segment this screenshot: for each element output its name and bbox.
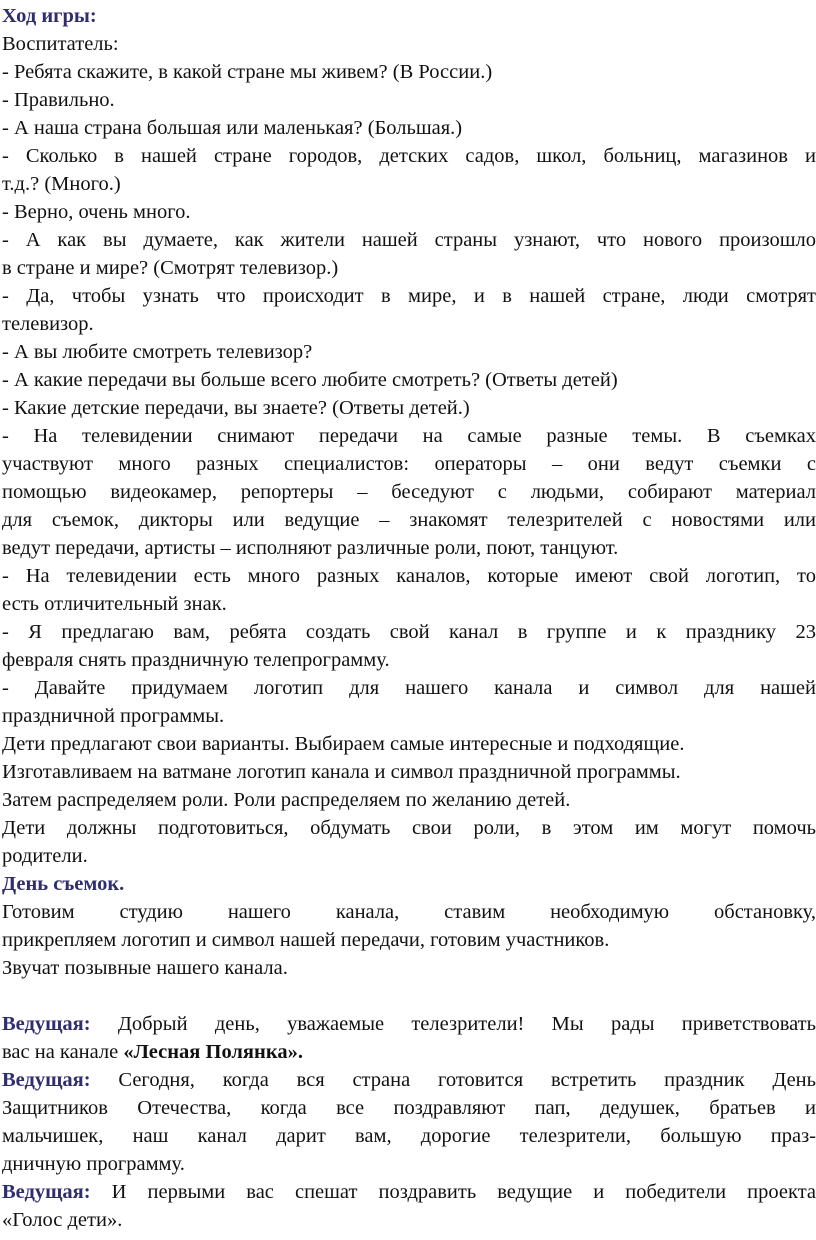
text-line: - Какие детские передачи, вы знаете? (Ответы детей.) [2, 397, 470, 419]
speech-text: Добрый день, уважаемые телезрители! Мы рады приветствовать [90, 1013, 816, 1035]
speech-line [2, 1066, 816, 1094]
speech-line: «Голос дети». [2, 1209, 123, 1231]
blank-line [2, 982, 816, 1010]
text-line: праздничной программы. [2, 705, 225, 727]
speech-line: Защитников Отечества, когда все поздравляют пап, дедушек, братьев и [2, 1097, 816, 1119]
speech-text: Сегодня, когда вся страна готовится встретить праздник День [90, 1069, 816, 1091]
text-line: родители. [2, 845, 88, 867]
text-line: помощью видеокамер, репортеры – беседуют с людьми, собирают материал [2, 481, 816, 503]
section-title-filming-day: День съемок. [2, 873, 125, 895]
speaker-label: Ведущая: [2, 1013, 91, 1035]
text-line: - Я предлагаю вам, ребята создать свой канал в группе и к празднику 23 [2, 621, 816, 643]
speech-line [2, 1038, 816, 1066]
text-line: Звучат позывные нашего канала. [2, 957, 288, 979]
text-line: - Давайте придумаем логотип для нашего канала и символ для нашей [2, 677, 816, 699]
text-line: Дети предлагают свои варианты. Выбираем самые интересные и подходящие. [2, 733, 685, 755]
text-line: - А как вы думаете, как жители нашей страны узнают, что нового произошло [2, 229, 816, 251]
speech-line: мальчишек, наш канал дарит вам, дорогие телезрители, большую праз- [2, 1125, 816, 1147]
text-line: Изготавливаем на ватмане логотип канала и символ праздничной программы. [2, 761, 681, 783]
speech-line [2, 1010, 816, 1038]
text-line: - Ребята скажите, в какой стране мы живем? (В России.) [2, 61, 493, 83]
text-line: прикрепляем логотип и символ нашей передачи, готовим участников. [2, 929, 610, 951]
text-line: есть отличительный знак. [2, 593, 227, 615]
text-line: телевизор. [2, 313, 94, 335]
text-line: участвуют много разных специалистов: операторы – они ведут съемки с [2, 453, 816, 475]
speech-line [2, 1178, 816, 1206]
speech-line: дничную программу. [2, 1153, 185, 1175]
text-line: - А вы любите смотреть телевизор? [2, 341, 313, 363]
text-line: ведут передачи, артисты – исполняют различные роли, поют, танцуют. [2, 537, 619, 559]
text-line: - А наша страна большая или маленькая? (Большая.) [2, 117, 463, 139]
text-line: - Да, чтобы узнать что происходит в мире, и в нашей стране, люди смотрят [2, 285, 816, 307]
text-line: - На телевидении есть много разных каналов, которые имеют свой логотип, то [2, 565, 816, 587]
text-line: в стране и мире? (Смотрят телевизор.) [2, 257, 339, 279]
text-line: Готовим студию нашего канала, ставим необходимую обстановку, [2, 901, 816, 923]
channel-name: «Лесная Полянка». [123, 1041, 303, 1063]
text-line: - А какие передачи вы больше всего любите смотреть? (Ответы детей) [2, 369, 618, 391]
text-line: Затем распределяем роли. Роли распределяем по желанию детей. [2, 789, 571, 811]
text-line: для съемок, дикторы или ведущие – знакомят телезрителей с новостями или [2, 509, 816, 531]
text-line: Дети должны подготовиться, обдумать свои роли, в этом им могут помочь [2, 817, 816, 839]
speaker-label: Ведущая: [2, 1181, 91, 1203]
speaker-label: Ведущая: [2, 1069, 91, 1091]
speech-text: вас на канале [2, 1041, 124, 1063]
section-title-game: Ход игры: [2, 5, 97, 27]
text-line: т.д.? (Много.) [2, 173, 121, 195]
text-line: Воспитатель: [2, 33, 119, 55]
speech-text: И первыми вас спешат поздравить ведущие и победители проекта [90, 1181, 816, 1203]
text-line: - Сколько в нашей стране городов, детских садов, школ, больниц, магазинов и [2, 145, 816, 167]
text-line: февраля снять праздничную телепрограмму. [2, 649, 390, 671]
text-line: - Верно, очень много. [2, 201, 191, 223]
text-line: - Правильно. [2, 89, 115, 111]
text-line: - На телевидении снимают передачи на самые разные темы. В съемках [2, 425, 816, 447]
